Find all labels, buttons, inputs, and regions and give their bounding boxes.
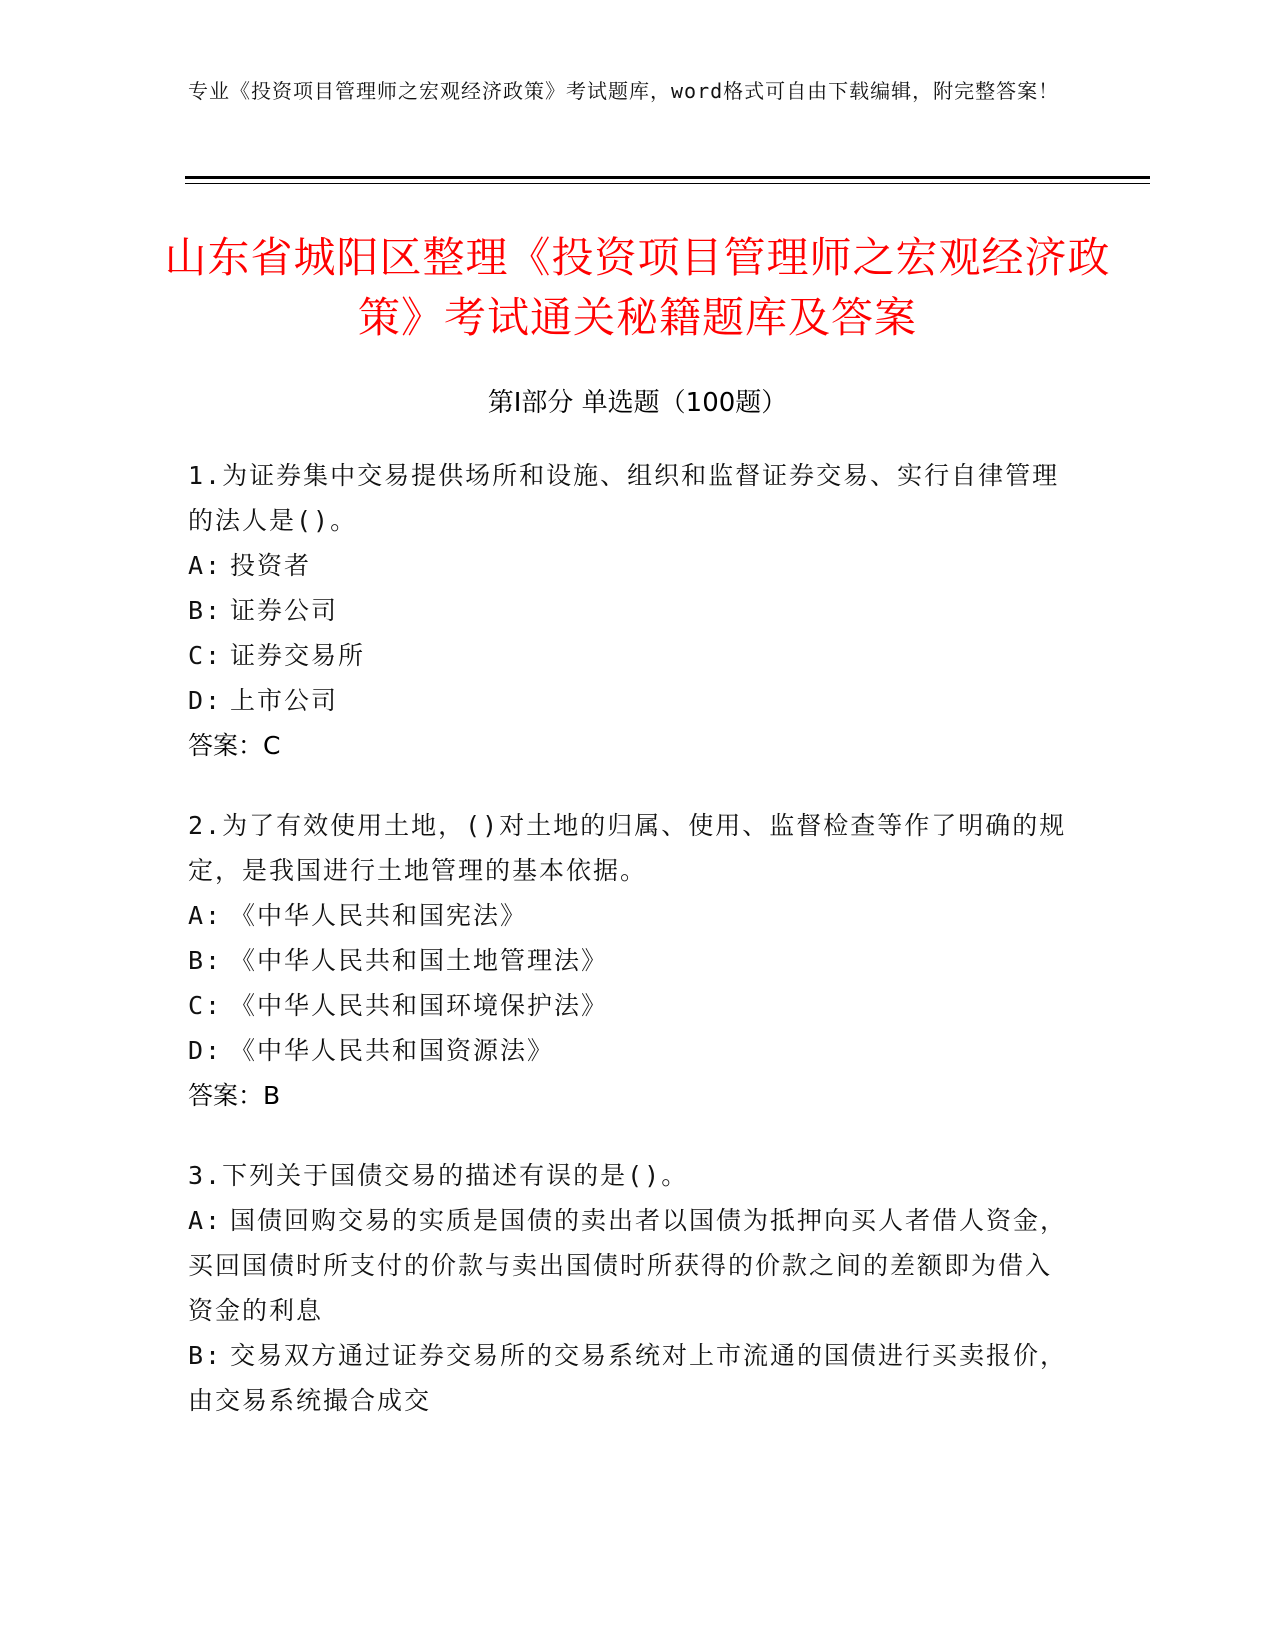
answer [188, 1073, 1068, 1118]
answer-label: 答案： [188, 731, 264, 760]
option-a [188, 893, 1068, 938]
option-text: 《中华人民共和国土地管理法》 [230, 946, 609, 975]
option-d [188, 1028, 1068, 1073]
option-letter: B: [188, 946, 223, 975]
option-a [188, 543, 1068, 588]
option-a [188, 1198, 1068, 1333]
header-rule-thick [185, 176, 1150, 179]
answer [188, 723, 1068, 768]
option-text: 上市公司 [230, 686, 339, 715]
option-text: 证券交易所 [230, 641, 366, 670]
option-letter: A: [188, 901, 223, 930]
option-c [188, 983, 1068, 1028]
question-stem: 2.为了有效使用土地，()对土地的归属、使用、监督检查等作了明确的规定，是我国进行土地管理的基本依据。 [188, 811, 1067, 885]
option-c [188, 633, 1068, 678]
option-letter: D: [188, 1036, 223, 1065]
option-text: 投资者 [230, 551, 312, 580]
answer-value: C [263, 731, 281, 760]
question-stem: 3.下列关于国债交易的描述有误的是()。 [188, 1161, 689, 1190]
option-b [188, 1333, 1068, 1423]
question-2 [188, 803, 1068, 1118]
question-stem: 1.为证券集中交易提供场所和设施、组织和监督证券交易、实行自律管理的法人是()。 [188, 461, 1060, 535]
option-letter: C: [188, 641, 223, 670]
question-1 [188, 453, 1068, 768]
option-b [188, 938, 1068, 983]
option-text: 国债回购交易的实质是国债的卖出者以国债为抵押向买人者借人资金，买回国债时所支付的价款与卖出国债时所获得的价款之间的差额即为借入资金的利息 [188, 1206, 1068, 1325]
section-title: 第Ⅰ部分 单选题（100题） [487, 388, 788, 418]
option-text: 《中华人民共和国资源法》 [230, 1036, 555, 1065]
header-rule-thin [185, 183, 1150, 184]
question-3 [188, 1153, 1068, 1423]
answer-value: B [263, 1081, 281, 1110]
option-letter: A: [188, 551, 223, 580]
option-letter: B: [188, 596, 223, 625]
option-b [188, 588, 1068, 633]
option-letter: B: [188, 1341, 223, 1370]
option-text: 交易双方通过证券交易所的交易系统对上市流通的国债进行买卖报价，由交易系统撮合成交 [188, 1341, 1068, 1415]
option-letter: C: [188, 991, 223, 1020]
option-text: 《中华人民共和国宪法》 [230, 901, 528, 930]
document-title: 山东省城阳区整理《投资项目管理师之宏观经济政策》考试通关秘籍题库及答案 [164, 233, 1111, 342]
option-text: 证券公司 [230, 596, 339, 625]
option-letter: D: [188, 686, 223, 715]
option-text: 《中华人民共和国环境保护法》 [230, 991, 609, 1020]
option-letter: A: [188, 1206, 223, 1235]
answer-label: 答案： [188, 1081, 264, 1110]
option-d [188, 678, 1068, 723]
header-note: 专业《投资项目管理师之宏观经济政策》考试题库，word格式可自由下载编辑，附完整答案！ [188, 79, 1060, 103]
